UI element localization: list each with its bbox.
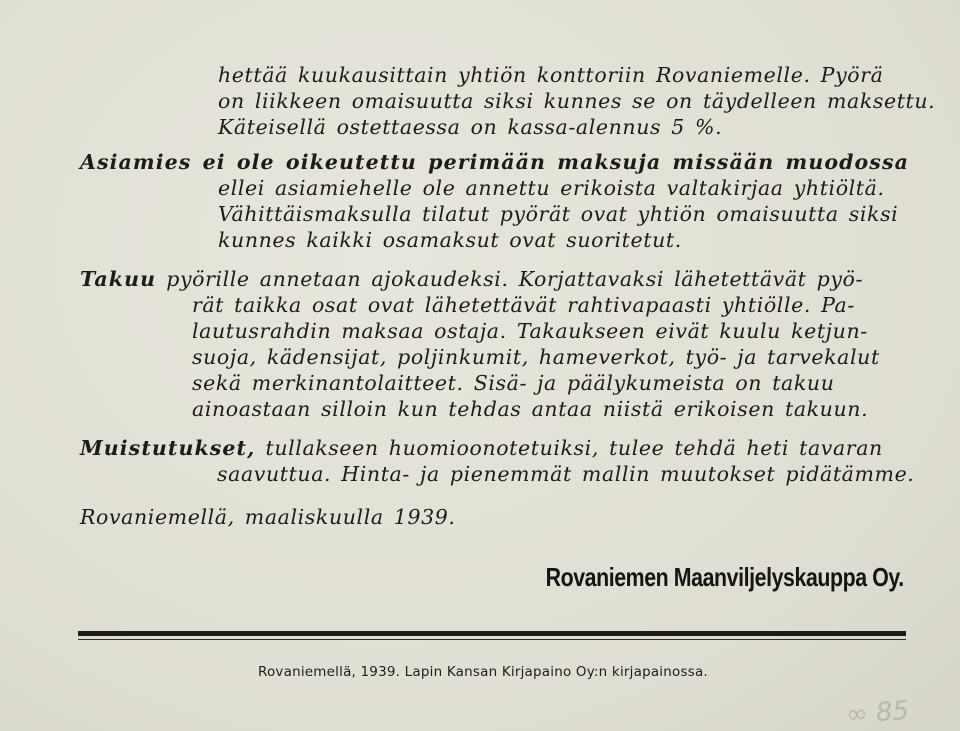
pencil-annotation: ∞ 85 xyxy=(845,695,910,731)
place-date xyxy=(80,504,910,530)
warranty-first-line xyxy=(80,266,910,292)
text-line: sekä merkinantolaitteet. Sisä- ja päälykumeista on takuu xyxy=(192,371,835,395)
warranty-heading: Takuu xyxy=(80,267,157,291)
thick-divider-rule xyxy=(78,631,906,636)
warranty-paragraph xyxy=(80,266,910,422)
text-line: Vähittäismaksulla tilatut pyörät ovat yhtiön omaisuutta siksi xyxy=(218,202,899,226)
text-line: saavuttua. Hinta- ja pienemmät mallin muutokset pidätämme. xyxy=(217,462,915,486)
text-line: lautusrahdin maksaa ostaja. Takaukseen eivät kuulu ketjun- xyxy=(192,319,868,343)
printer-imprint: Rovaniemellä, 1939. Lapin Kansan Kirjapaino Oy:n kirjapainossa. xyxy=(258,664,708,680)
agent-heading-line: Asiamies ei ole oikeutettu perimään maksuja missään muodossa xyxy=(80,150,909,174)
text-fragment: tullakseen huomioonotetuiksi, tulee tehdä heti tavaran xyxy=(265,436,883,460)
text-line: kunnes kaikki osamaksut ovat suoritetut. xyxy=(218,228,682,252)
complaints-heading: Muistutukset, xyxy=(80,436,256,460)
place-date-line: Rovaniemellä, maaliskuulla 1939. xyxy=(80,505,456,529)
text-line: on liikkeen omaisuutta siksi kunnes se on täydelleen maksettu. xyxy=(218,89,936,113)
text-line: ellei asiamiehelle ole annettu erikoista valtakirjaa yhtiöltä. xyxy=(218,176,885,200)
text-line: hettää kuukausittain yhtiön konttoriin Rovaniemelle. Pyörä xyxy=(218,63,884,87)
text-line: suoja, kädensijat, poljinkumit, hameverkot, työ- ja tarvekalut xyxy=(192,345,880,369)
agent-paragraph xyxy=(80,149,910,253)
company-signature: Rovaniemen Maanviljelyskauppa Oy. xyxy=(545,562,904,592)
payment-paragraph xyxy=(80,62,936,140)
thin-divider-rule xyxy=(78,639,906,640)
complaints-paragraph xyxy=(80,435,915,487)
text-line: rät taikka osat ovat lähetettävät rahtivapaasti yhtiölle. Pa- xyxy=(192,293,855,317)
text-line: ainoastaan silloin kun tehdas antaa niistä erikoisen takuun. xyxy=(192,397,869,421)
text-line: Käteisellä ostettaessa on kassa-alennus 5 %. xyxy=(218,115,723,139)
text-fragment: pyörille annetaan ajokaudeksi. Korjattavaksi lähetettävät pyö- xyxy=(166,267,864,291)
complaints-first-line xyxy=(80,435,910,461)
